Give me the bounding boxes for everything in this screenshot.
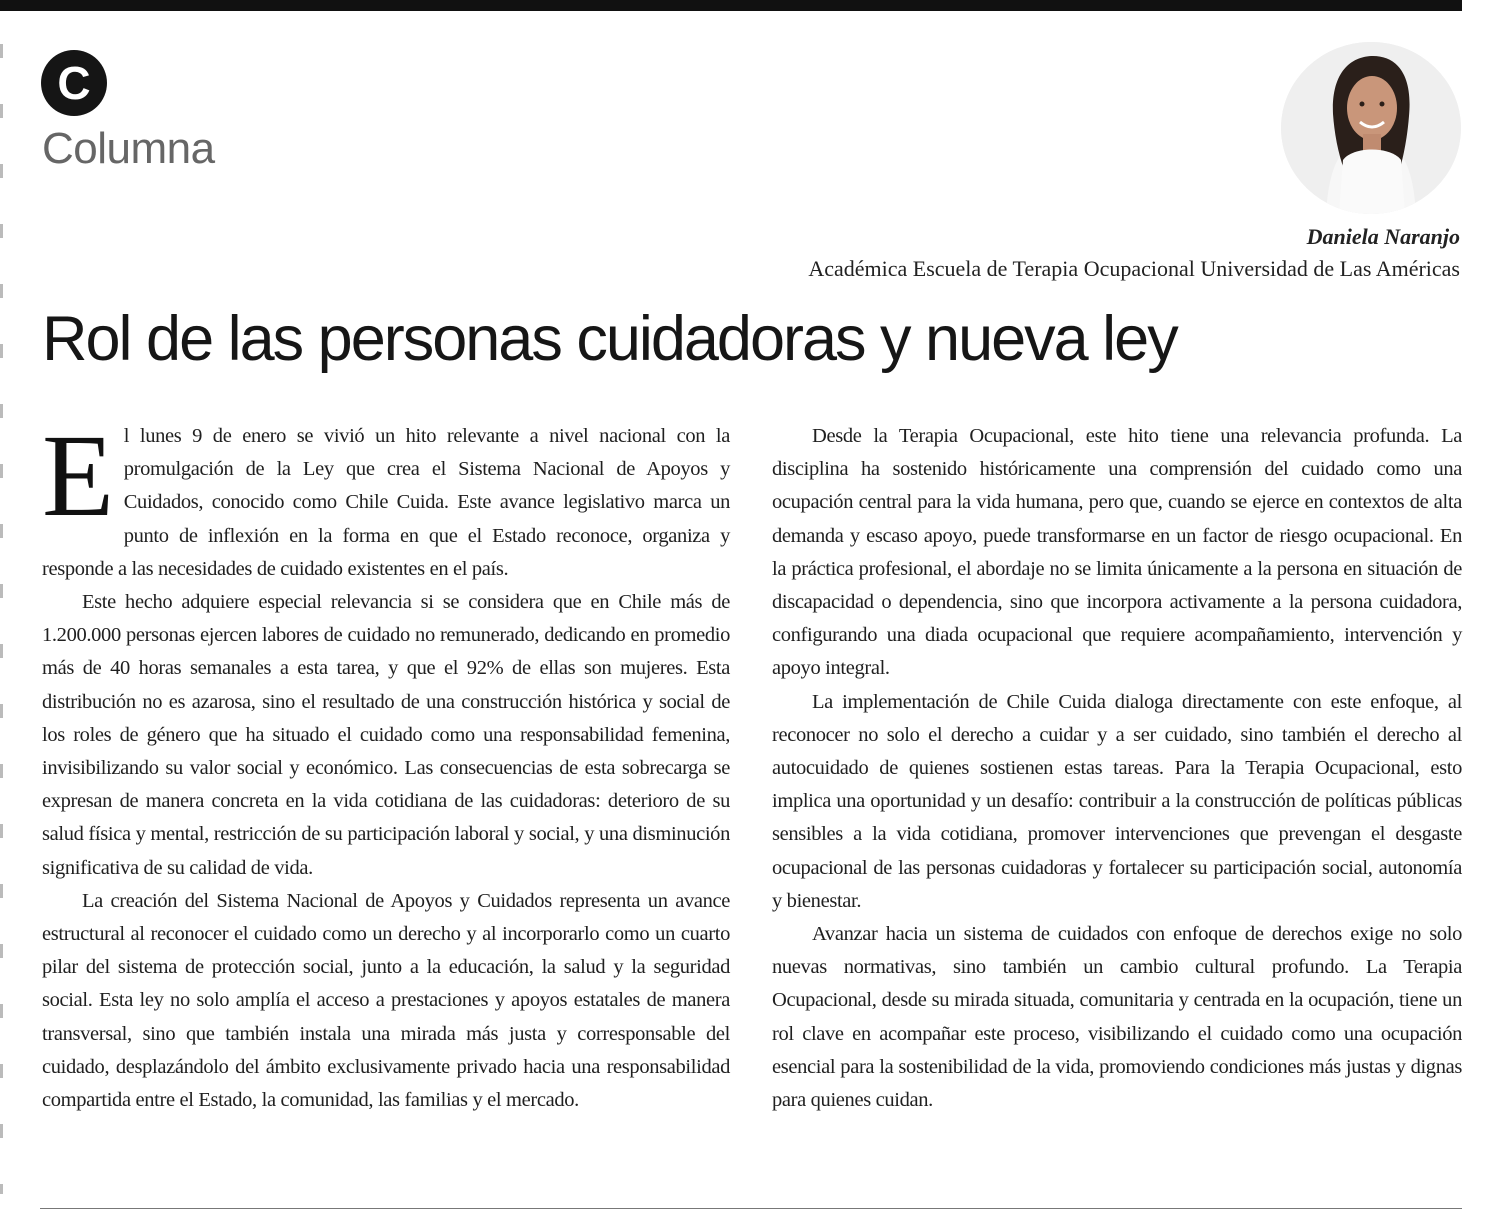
page-edge <box>0 44 3 1194</box>
section-label: Columna <box>42 124 215 173</box>
bottom-rule <box>40 1208 1462 1209</box>
article-column-right <box>772 420 1462 1117</box>
author-name: Daniela Naranjo <box>1306 224 1460 249</box>
article-headline: Rol de las personas cuidadoras y nueva ley <box>42 304 1177 374</box>
article-paragraph-4: Desde la Terapia Ocupacional, este hito tiene una relevancia profunda. La disciplina ha sostenido históricamente una comprensión del cuidado como una ocupación central para la vida humana, pero que, cuando se ejerce en contextos de alta demanda y escaso apoyo, puede transformarse en un factor de riesgo ocupacional. En la práctica profesional, el abordaje no se limita únicamente a la persona en situación de discapacidad o dependencia, sino que incorpora activamente a la persona cuidadora, configurando una diada ocupacional que requiere acompañamiento, intervención y apoyo integral. <box>772 425 1462 680</box>
article-paragraph-2: Este hecho adquiere especial relevancia si se considera que en Chile más de 1.200.000 personas ejercen labores de cuidado no remunerado, dedicando en promedio más de 40 horas semanales a esta tarea, y que el 92% de ellas son mujeres. Esta distribución no es azarosa, sino el resultado de una construcción histórica y social de los roles de género que ha situado el cuidado como una responsabilidad femenina, invisibilizando su valor social y económico. Las consecuencias de esta sobrecarga se expresan de manera concreta en la vida cotidiana de las cuidadoras: deterioro de su salud física y mental, restricción de su participación laboral y social, y una disminución significativa de su calidad de vida. <box>42 591 730 879</box>
article-column-left <box>42 410 730 1117</box>
article-paragraph-3: La creación del Sistema Nacional de Apoyos y Cuidados representa un avance estructural al reconocer el cuidado como un derecho y al incorporarlo como un cuarto pilar del sistema de protección social, junto a la educación, la salud y la seguridad social. Esta ley no solo amplía el acceso a prestaciones y apoyos estatales de manera transversal, sino que también instala una mirada más justa y corresponsable del cuidado, desplazándolo del ámbito exclusivamente privado hacia una responsabilidad compartida entre el Estado, la comunidad, las familias y el mercado. <box>42 889 730 1112</box>
article-paragraph-5: La implementación de Chile Cuida dialoga directamente con este enfoque, al reconocer no solo el derecho a cuidar y a ser cuidado, sino también el derecho al autocuidado de quienes sostienen estas tareas. Para la Terapia Ocupacional, esto implica una oportunidad y un desafío: contribuir a la construcción de políticas públicas sensibles a la vida cotidiana, promover intervenciones que prevengan el desgaste ocupacional de las personas cuidadoras y fortalecer su participación social, autonomía y bienestar. <box>772 690 1462 912</box>
author-portrait-icon <box>1281 42 1461 214</box>
drop-cap: E <box>42 410 114 541</box>
article-paragraph-1 <box>42 410 730 586</box>
author-photo <box>1281 42 1461 214</box>
article-paragraph-6: Avanzar hacia un sistema de cuidados con enfoque de derechos exige no solo nuevas normativas, sino también un cambio cultural profundo. La Terapia Ocupacional, desde su mirada situada, comunitaria y centrada en la ocupación, tiene un rol clave en acompañar este proceso, visibilizando el cuidado como una ocupación esencial para la sostenibilidad de la vida, promoviendo condiciones más justas y dignas para quienes cuidan. <box>772 923 1462 1112</box>
author-role: Académica Escuela de Terapia Ocupacional Universidad de Las Américas <box>808 256 1460 281</box>
section-badge <box>41 50 107 116</box>
top-rule <box>0 0 1462 11</box>
section-badge-letter: C <box>57 57 91 109</box>
paragraph-1-text: l lunes 9 de enero se vivió un hito relevante a nivel nacional con la promulgación de la Ley que crea el Sistema Nacional de Apoyos y Cuidados, conocido como Chile Cuida. Este avance legislativo marca un punto de inflexión en la forma en que el Estado reconoce, organiza y responde a las necesidades de cuidado existentes en el país. <box>42 425 730 580</box>
